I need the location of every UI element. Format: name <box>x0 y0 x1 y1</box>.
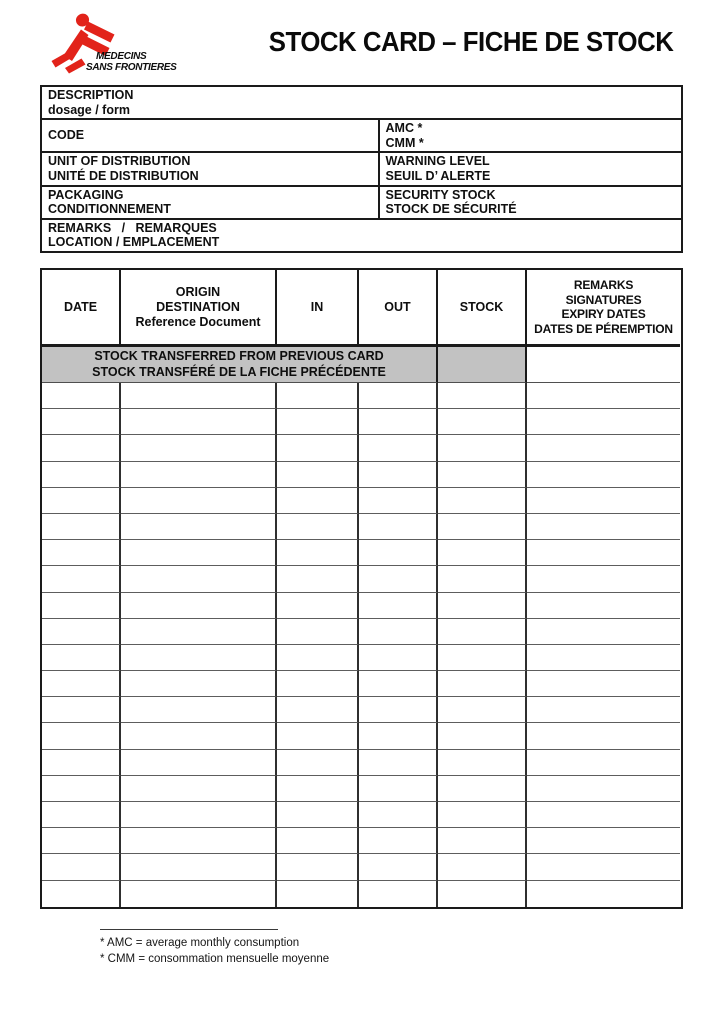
entry-cell <box>359 828 438 854</box>
unit-label-fr: UNITÉ DE DISTRIBUTION <box>48 168 199 183</box>
entry-cell <box>359 488 438 514</box>
entry-cell <box>359 750 438 776</box>
entry-cell <box>527 854 680 880</box>
entry-cell <box>121 802 277 828</box>
entry-cell <box>359 435 438 461</box>
origin-header-line1: ORIGIN <box>175 284 221 299</box>
page-title: STOCK CARD – FICHE DE STOCK <box>268 26 674 57</box>
entry-cell <box>438 854 527 880</box>
entry-cell <box>121 697 277 723</box>
entry-cell <box>277 828 359 854</box>
entry-cell <box>277 593 359 619</box>
transfer-label-fr: STOCK TRANSFÉRÉ DE LA FICHE PRÉCÉDENTE <box>92 364 386 379</box>
column-header-origin-destination <box>121 270 277 347</box>
stock-transferred-remarks-cell <box>527 347 680 383</box>
entry-cell <box>277 462 359 488</box>
entry-cell <box>277 723 359 749</box>
entry-cell <box>359 723 438 749</box>
security-label-en: SECURITY STOCK <box>385 187 496 202</box>
entry-cell <box>527 462 680 488</box>
entry-cell <box>277 671 359 697</box>
entry-cell <box>121 383 277 409</box>
entry-cell <box>359 854 438 880</box>
description-sublabel: dosage / form <box>48 102 130 117</box>
entry-cell <box>42 540 121 566</box>
entry-cell <box>121 645 277 671</box>
entry-cell <box>277 488 359 514</box>
remarks-header-line4: DATES DE PÉREMPTION <box>534 321 673 336</box>
entry-cell <box>359 671 438 697</box>
entry-cell <box>121 619 277 645</box>
entry-cell <box>527 671 680 697</box>
entry-cell <box>277 776 359 802</box>
entry-cell <box>438 409 527 435</box>
remarks-label: REMARKS / REMARQUES <box>48 220 217 235</box>
entry-cell <box>438 488 527 514</box>
entry-cell <box>121 462 277 488</box>
entry-cell <box>527 723 680 749</box>
cmm-label: CMM * <box>385 135 424 150</box>
entry-cell <box>277 566 359 592</box>
unit-of-distribution-field <box>42 153 378 184</box>
entry-cell <box>438 802 527 828</box>
packaging-field <box>42 187 378 218</box>
entry-cell <box>42 435 121 461</box>
entry-cell <box>527 697 680 723</box>
warning-label-fr: SEUIL D’ ALERTE <box>385 168 491 183</box>
logo-text-line1: MEDECINS <box>96 51 147 62</box>
entry-cell <box>121 776 277 802</box>
msf-logo <box>50 12 192 78</box>
entry-cell <box>527 881 680 907</box>
entry-cell <box>438 750 527 776</box>
entry-cell <box>527 619 680 645</box>
warning-level-field <box>378 153 682 184</box>
entry-cell <box>527 645 680 671</box>
location-label: LOCATION / EMPLACEMENT <box>48 235 220 250</box>
entry-cell <box>527 383 680 409</box>
entry-cell <box>359 514 438 540</box>
entry-cell <box>277 383 359 409</box>
footnotes <box>100 929 329 967</box>
footnote-divider <box>100 929 278 930</box>
entry-cell <box>42 697 121 723</box>
security-label-fr: STOCK DE SÉCURITÉ <box>385 202 517 217</box>
entry-cell <box>42 723 121 749</box>
entry-cell <box>121 435 277 461</box>
entry-cell <box>277 540 359 566</box>
entry-cell <box>438 697 527 723</box>
entry-cell <box>359 881 438 907</box>
entry-cell <box>42 671 121 697</box>
column-header-remarks <box>527 270 680 347</box>
entry-cell <box>277 802 359 828</box>
entry-cell <box>359 776 438 802</box>
entry-cell <box>438 514 527 540</box>
entry-cell <box>277 750 359 776</box>
entry-cell <box>527 776 680 802</box>
footnote-amc: * AMC = average monthly consumption <box>100 937 300 949</box>
column-header-date: DATE <box>42 270 121 347</box>
stock-movements-table <box>40 268 683 909</box>
entry-cell <box>42 750 121 776</box>
entry-cell <box>42 776 121 802</box>
entry-cell <box>42 383 121 409</box>
entry-cell <box>527 435 680 461</box>
entry-cell <box>42 488 121 514</box>
entry-cell <box>277 854 359 880</box>
entry-cell <box>359 619 438 645</box>
entry-cell <box>277 619 359 645</box>
remarks-header-line3: EXPIRY DATES <box>561 307 646 321</box>
entry-cell <box>438 593 527 619</box>
entry-cell <box>438 540 527 566</box>
entry-cell <box>42 854 121 880</box>
entry-cell <box>277 697 359 723</box>
column-header-out: OUT <box>359 270 438 347</box>
entry-cell <box>527 409 680 435</box>
entry-cell <box>359 593 438 619</box>
entry-cell <box>527 488 680 514</box>
entry-cell <box>359 645 438 671</box>
transfer-label-en: STOCK TRANSFERRED FROM PREVIOUS CARD <box>94 349 384 363</box>
column-header-in: IN <box>277 270 359 347</box>
entry-cell <box>277 881 359 907</box>
description-label: DESCRIPTION <box>48 88 134 102</box>
entry-cell <box>527 828 680 854</box>
info-row-unit-warning <box>42 151 681 184</box>
info-row-packaging-security <box>42 185 681 218</box>
entry-cell <box>42 619 121 645</box>
remarks-location-field <box>42 220 681 251</box>
origin-header-line2: DESTINATION <box>156 299 240 314</box>
column-header-stock: STOCK <box>438 270 527 347</box>
entry-cell <box>438 435 527 461</box>
info-row-description <box>42 87 681 118</box>
entry-cell <box>438 645 527 671</box>
entry-cell <box>121 540 277 566</box>
code-field <box>42 120 378 151</box>
entry-cell <box>121 854 277 880</box>
code-label: CODE <box>48 128 85 143</box>
entry-cell <box>359 566 438 592</box>
entry-cell <box>121 409 277 435</box>
entry-cell <box>277 409 359 435</box>
stock-transferred-stock-cell <box>438 347 527 383</box>
packaging-label-en: PACKAGING <box>48 187 124 202</box>
entry-cell <box>438 776 527 802</box>
entry-cell <box>42 409 121 435</box>
info-row-code-amc <box>42 118 681 151</box>
warning-label-en: WARNING LEVEL <box>385 154 490 169</box>
entry-cell <box>121 750 277 776</box>
packaging-label-fr: CONDITIONNEMENT <box>48 202 171 217</box>
logo-text-line2: SANS FRONTIERES <box>86 61 177 73</box>
entry-cell <box>42 593 121 619</box>
entry-cell <box>527 514 680 540</box>
entry-cell <box>359 697 438 723</box>
amc-label: AMC * <box>385 121 423 136</box>
amc-cmm-field <box>378 120 682 151</box>
entry-cell <box>527 802 680 828</box>
msf-logo-wordmark <box>86 52 177 73</box>
entry-cell <box>359 383 438 409</box>
entry-cell <box>277 514 359 540</box>
entry-cell <box>42 881 121 907</box>
description-field <box>42 87 681 118</box>
entry-cell <box>527 750 680 776</box>
entry-cell <box>359 540 438 566</box>
entry-cell <box>359 462 438 488</box>
entry-cell <box>277 645 359 671</box>
entry-cell <box>42 828 121 854</box>
remarks-header-line2: SIGNATURES <box>565 292 642 307</box>
entry-cell <box>121 488 277 514</box>
entry-cell <box>121 566 277 592</box>
entry-cell <box>42 645 121 671</box>
item-info-table <box>40 85 683 253</box>
entry-cell <box>121 723 277 749</box>
entry-cell <box>42 514 121 540</box>
entry-cell <box>438 881 527 907</box>
entry-cell <box>42 462 121 488</box>
unit-label-en: UNIT OF DISTRIBUTION <box>48 154 191 169</box>
entry-cell <box>42 802 121 828</box>
entry-cell <box>121 671 277 697</box>
entry-cell <box>359 409 438 435</box>
entry-cell <box>121 881 277 907</box>
remarks-header-line1: REMARKS <box>573 278 634 292</box>
entry-cell <box>527 566 680 592</box>
entry-cell <box>438 566 527 592</box>
footnote-cmm: * CMM = consommation mensuelle moyenne <box>100 952 330 965</box>
entry-cell <box>121 828 277 854</box>
entry-cell <box>359 802 438 828</box>
entry-cell <box>121 514 277 540</box>
security-stock-field <box>378 187 682 218</box>
entry-cell <box>438 671 527 697</box>
entry-cell <box>277 435 359 461</box>
entry-cell <box>438 462 527 488</box>
info-row-remarks-location <box>42 218 681 251</box>
entry-cell <box>42 566 121 592</box>
entry-cell <box>438 619 527 645</box>
stock-transferred-row <box>42 347 438 383</box>
entry-cell <box>438 383 527 409</box>
entry-cell <box>527 540 680 566</box>
entry-cell <box>438 828 527 854</box>
entry-cell <box>121 593 277 619</box>
origin-header-line3: Reference Document <box>135 314 261 329</box>
entry-cell <box>527 593 680 619</box>
entry-cell <box>438 723 527 749</box>
